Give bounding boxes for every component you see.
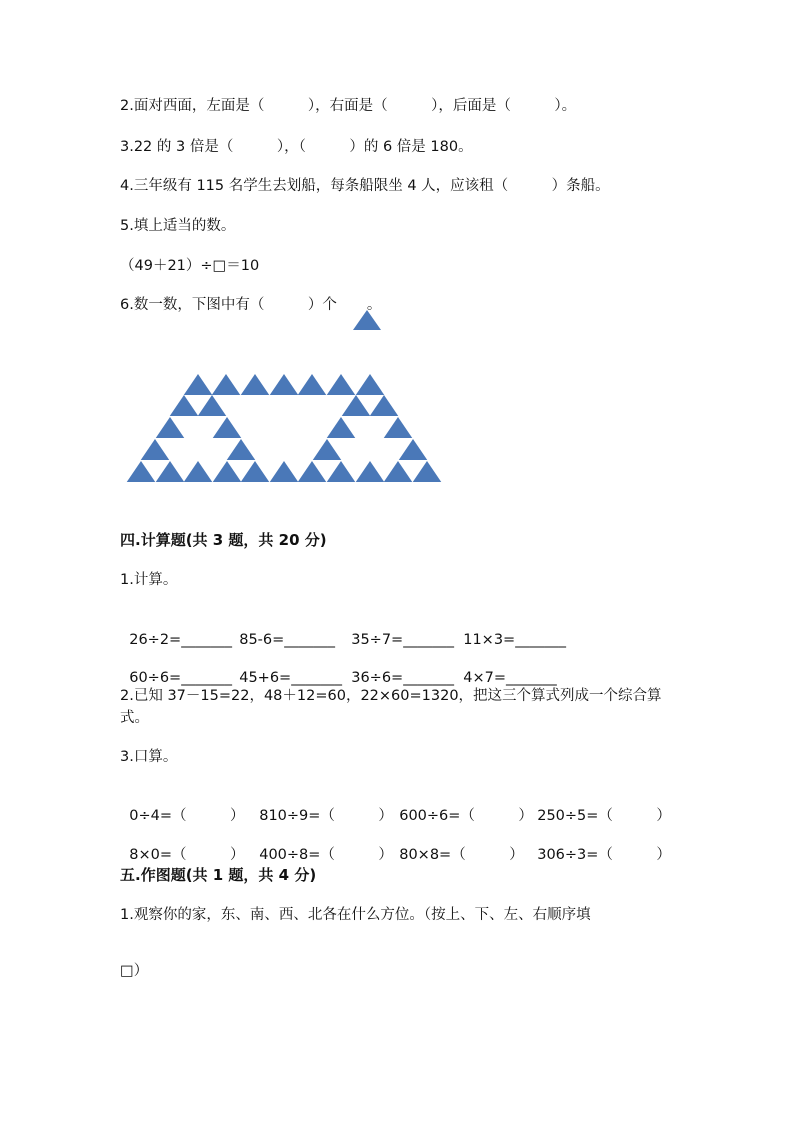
pattern-triangle (241, 461, 270, 482)
pattern-triangle (370, 395, 399, 416)
section-4-question-1: 1.计算。 (120, 572, 178, 588)
section-5-question-1-line-1: 1.观察你的家，东、南、西、北各在什么方位。（按上、下、左、右顺序填 (120, 907, 591, 923)
oral-item: 0÷4=（ ） (129, 808, 245, 824)
pattern-triangle (227, 439, 256, 460)
pattern-triangle (327, 417, 356, 438)
pattern-triangle (327, 374, 356, 395)
pattern-triangle (270, 374, 299, 395)
pattern-triangle (356, 374, 385, 395)
pattern-triangle (213, 461, 242, 482)
triangle-figure (0, 0, 794, 520)
oral-item: 8×0=（ ） (129, 847, 245, 863)
pattern-triangle (213, 417, 242, 438)
pattern-triangle (413, 461, 442, 482)
section-4-heading: 四.计算题(共 3 题，共 20 分) (120, 531, 327, 549)
pattern-triangle (384, 417, 413, 438)
pattern-triangle (198, 395, 227, 416)
pattern-triangle (141, 439, 170, 460)
pattern-triangle (184, 374, 213, 395)
section-4-question-2-line-2: 式。 (120, 710, 149, 726)
question-5-expression: （49＋21）÷□＝10 (120, 258, 260, 274)
calc-item: 4×7=_______ (463, 670, 557, 686)
section-5-heading: 五.作图题(共 1 题，共 4 分) (120, 866, 317, 884)
calc-item: 85-6=_______ (239, 632, 336, 648)
pattern-triangle (399, 439, 428, 460)
pattern-triangle (356, 461, 385, 482)
oral-item: 80×8=（ ） (399, 847, 524, 863)
calc-item: 45+6=_______ (239, 670, 342, 686)
pattern-triangle (384, 461, 413, 482)
question-4: 4.三年级有 115 名学生去划船，每条船限坐 4 人，应该租（ ）条船。 (120, 178, 610, 194)
oral-item: 810÷9=（ ） (259, 808, 393, 824)
oral-item: 600÷6=（ ） (399, 808, 533, 824)
calc-item: 11×3=_______ (463, 632, 566, 648)
pattern-triangle (327, 461, 356, 482)
pattern-triangle (342, 395, 371, 416)
question-3: 3.22 的 3 倍是（ ），（ ）的 6 倍是 180。 (120, 139, 473, 155)
pattern-triangle (184, 461, 213, 482)
reference-triangle (353, 310, 381, 330)
triangle-pattern (127, 310, 442, 482)
pattern-triangle (156, 417, 185, 438)
question-5: 5.填上适当的数。 (120, 218, 236, 234)
pattern-triangle (270, 461, 299, 482)
oral-item: 250÷5=（ ） (537, 808, 671, 824)
oral-row-1 (120, 786, 671, 826)
pattern-triangle (298, 374, 327, 395)
pattern-triangle (313, 439, 342, 460)
pattern-triangle (298, 461, 327, 482)
section-5-question-1-line-2: □） (120, 963, 149, 979)
oral-row-2 (120, 825, 671, 865)
section-4-question-3: 3.口算。 (120, 749, 178, 765)
question-2: 2.面对西面，左面是（ ），右面是（ ），后面是（ ）。 (120, 98, 577, 114)
pattern-triangle (127, 461, 156, 482)
calc-item: 35÷7=_______ (351, 632, 454, 648)
pattern-triangle (212, 374, 241, 395)
calc-item: 26÷2=_______ (129, 632, 232, 648)
pattern-triangle (241, 374, 270, 395)
question-6-suffix: 。 (366, 297, 382, 313)
calc-row-1 (120, 610, 566, 650)
oral-item: 306÷3=（ ） (537, 847, 671, 863)
pattern-triangle (170, 395, 199, 416)
calc-item: 60÷6=_______ (129, 670, 232, 686)
calc-item: 36÷6=_______ (351, 670, 454, 686)
oral-item: 400÷8=（ ） (259, 847, 393, 863)
question-6-prefix: 6.数一数，下图中有（ ）个 (120, 297, 337, 313)
section-4-question-2-line-1: 2.已知 37－15=22，48＋12=60，22×60=1320，把这三个算式列成一个综合算 (120, 688, 662, 704)
pattern-triangle (156, 461, 185, 482)
calc-row-2 (120, 648, 557, 688)
